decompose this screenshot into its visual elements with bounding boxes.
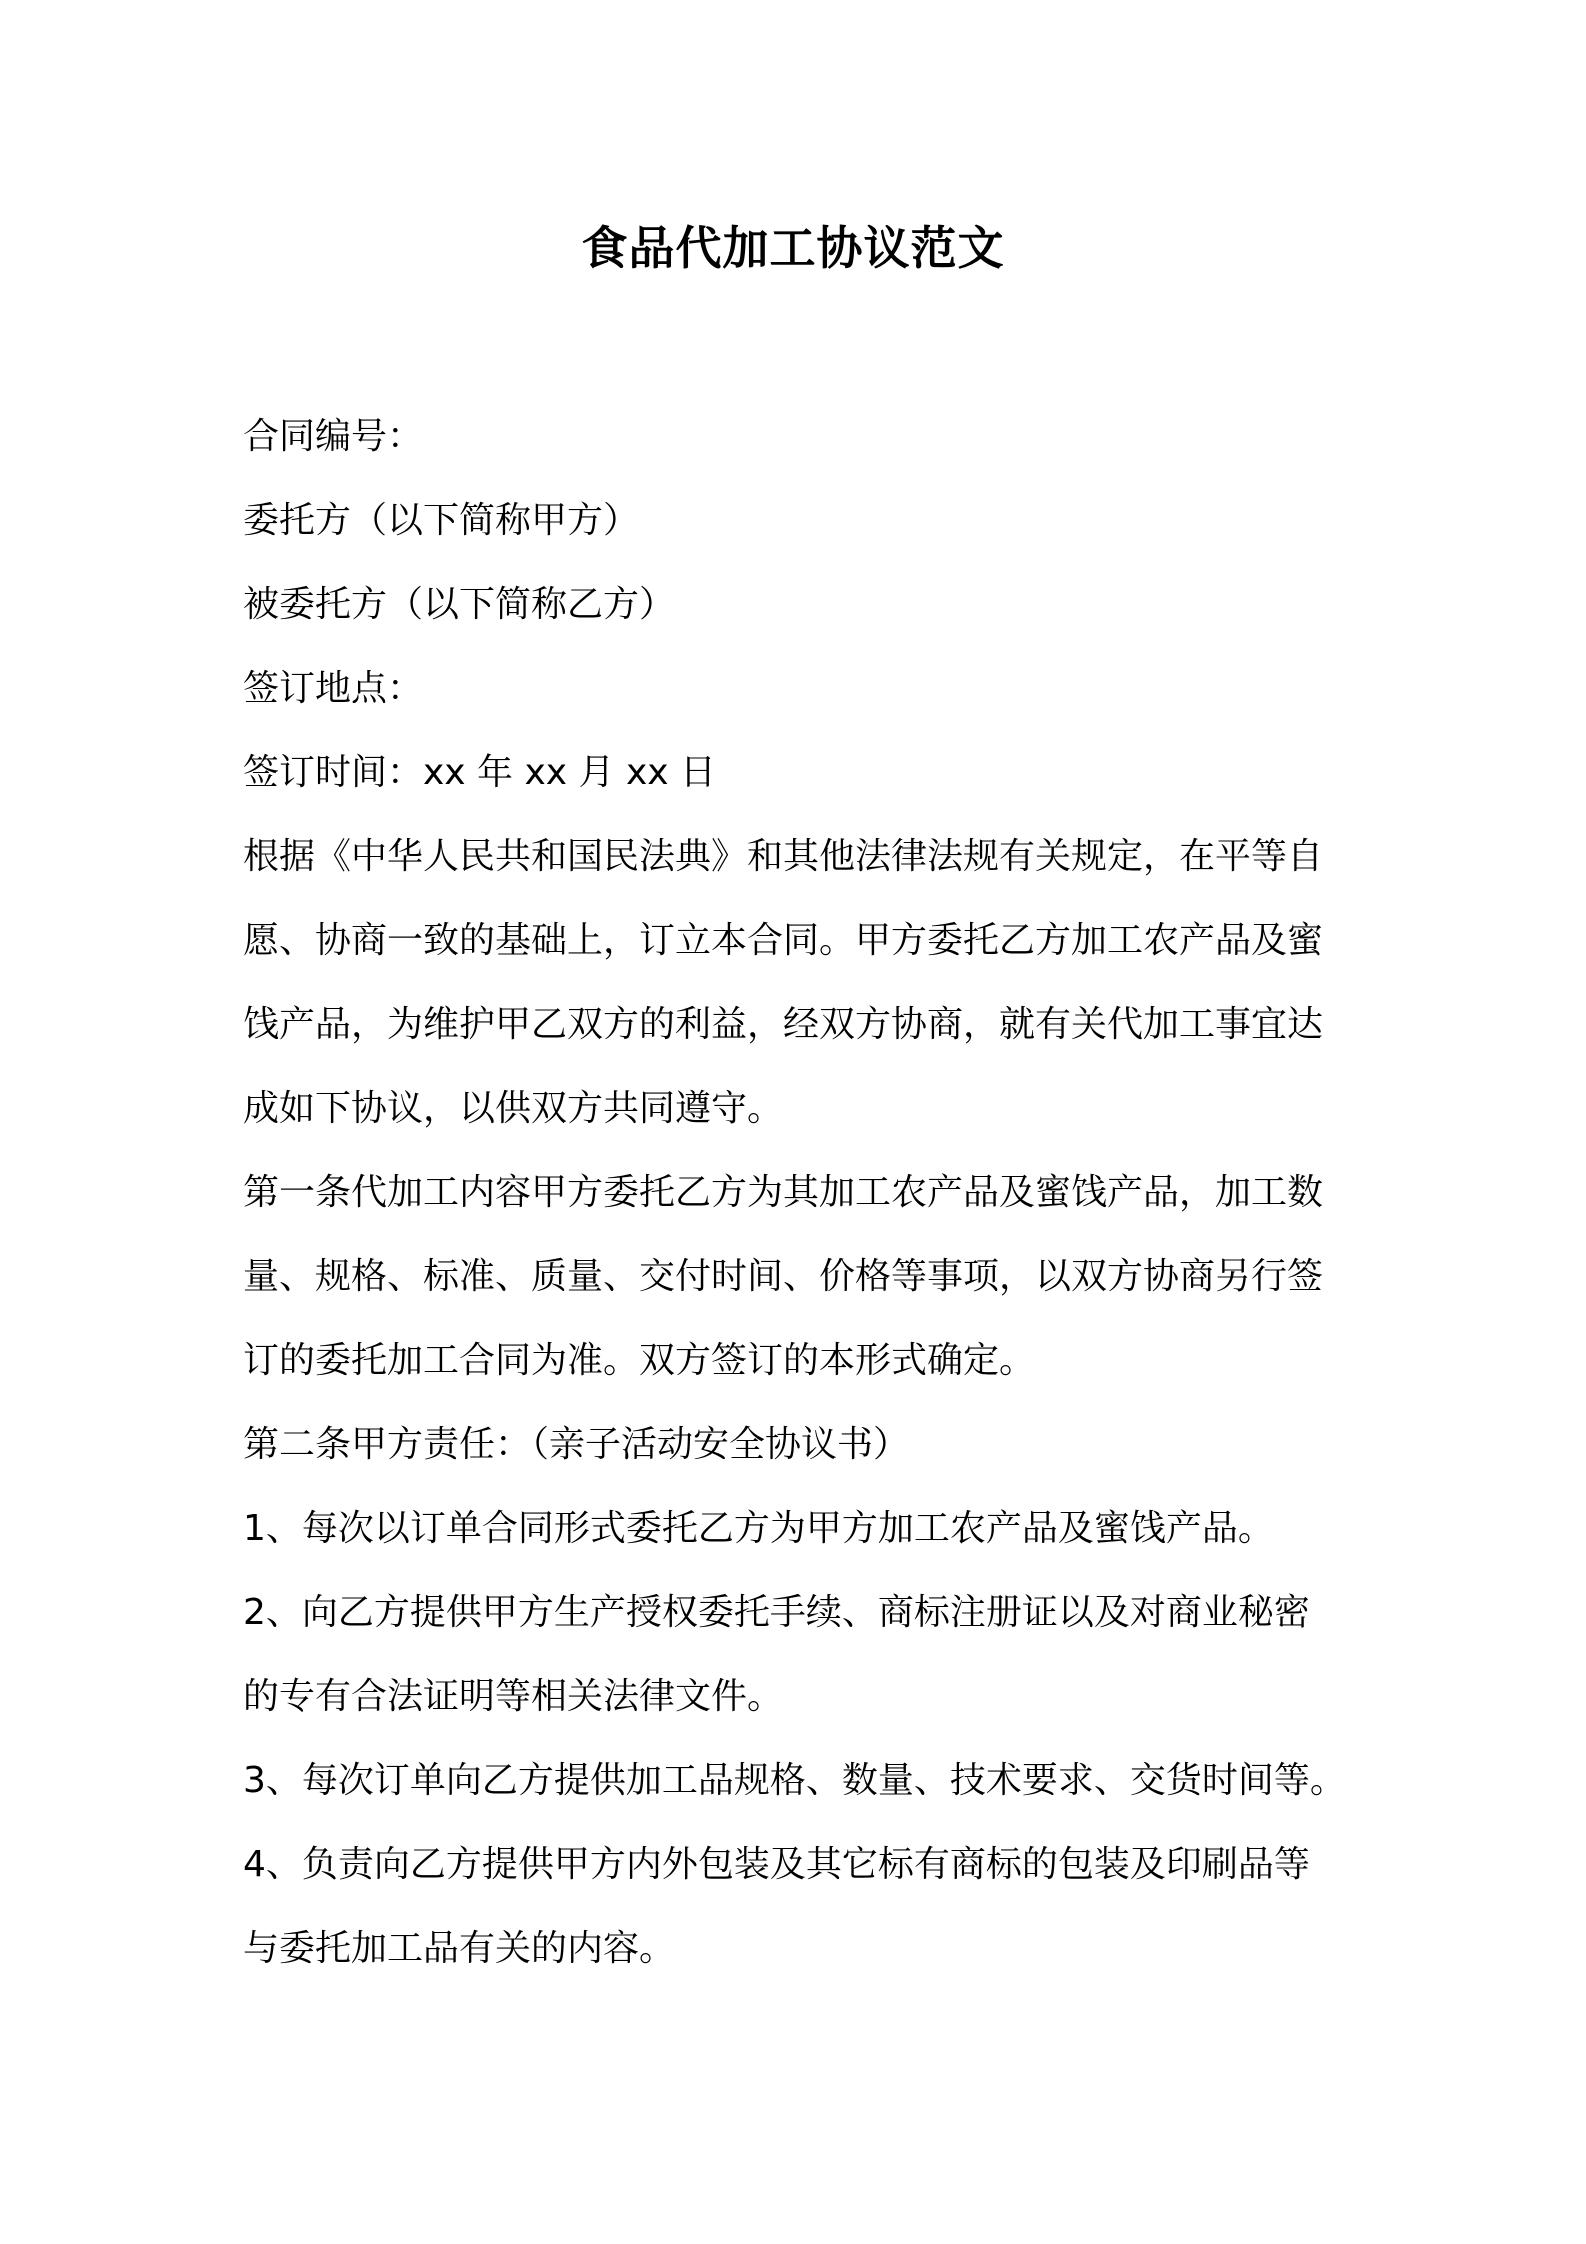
signing-date-line: 签订时间：xx 年 xx 月 xx 日 [243, 752, 717, 793]
preamble-line-3: 饯产品，为维护甲乙双方的利益，经双方协商，就有关代加工事宜达 [243, 1004, 1324, 1045]
article-1-line-3: 订的委托加工合同为准。双方签订的本形式确定。 [243, 1340, 1036, 1381]
contract-number-line: 合同编号： [243, 416, 424, 457]
article-2-heading: 第二条甲方责任：（亲子活动安全协议书） [243, 1424, 910, 1465]
article-1-line-2: 量、规格、标准、质量、交付时间、价格等事项，以双方协商另行签 [243, 1256, 1324, 1297]
preamble-line-2: 愿、协商一致的基础上，订立本合同。甲方委托乙方加工农产品及蜜 [243, 920, 1324, 961]
signing-place-line: 签订地点： [243, 668, 424, 709]
party-b-line: 被委托方（以下简称乙方） [243, 584, 676, 625]
document-body [243, 395, 1368, 1991]
party-a-line: 委托方（以下简称甲方） [243, 500, 640, 541]
preamble-line-1: 根据《中华人民共和国民法典》和其他法律法规有关规定，在平等自 [243, 836, 1324, 877]
article-2-item-4-line-1: 4、负责向乙方提供甲方内外包装及其它标有商标的包装及印刷品等 [243, 1844, 1310, 1885]
article-2-item-2-line-2: 的专有合法证明等相关法律文件。 [243, 1676, 784, 1717]
article-2-item-3: 3、每次订单向乙方提供加工品规格、数量、技术要求、交货时间等。 [243, 1760, 1346, 1801]
article-2-item-4-line-2: 与委托加工品有关的内容。 [243, 1928, 676, 1969]
article-1-line-1: 第一条代加工内容甲方委托乙方为其加工农产品及蜜饯产品，加工数 [243, 1172, 1324, 1213]
article-2-item-1: 1、每次以订单合同形式委托乙方为甲方加工农产品及蜜饯产品。 [243, 1508, 1274, 1549]
article-2-item-2-line-1: 2、向乙方提供甲方生产授权委托手续、商标注册证以及对商业秘密 [243, 1592, 1310, 1633]
document-title: 食品代加工协议范文 [581, 221, 1005, 275]
preamble-line-4: 成如下协议，以供双方共同遵守。 [243, 1088, 784, 1129]
